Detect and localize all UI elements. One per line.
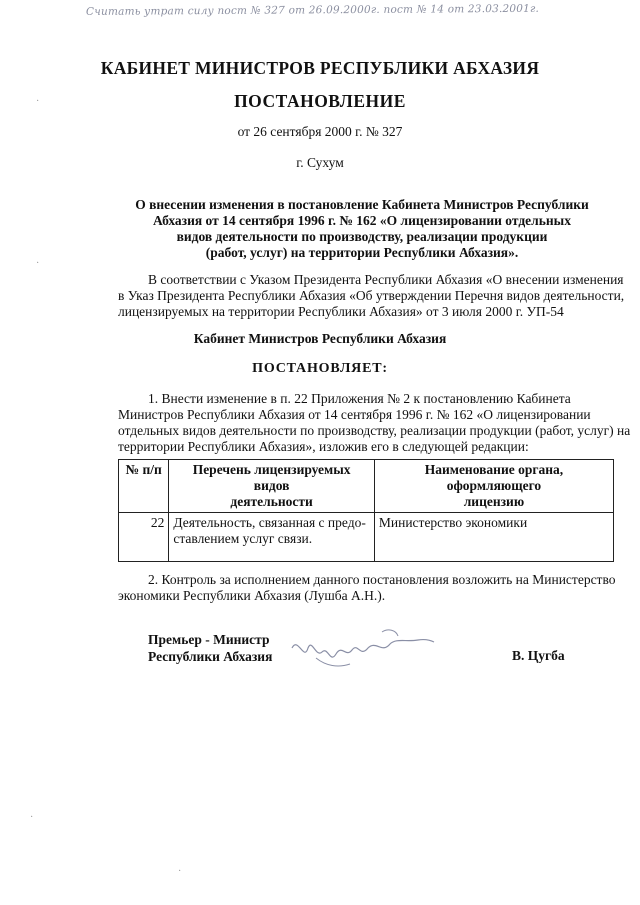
header-number: № п/п	[119, 460, 169, 513]
scan-speck: ·	[36, 258, 40, 269]
row-number: 22	[119, 513, 169, 562]
license-table	[118, 459, 614, 562]
document-type-title: ПОСТАНОВЛЕНИЕ	[234, 91, 406, 111]
subject-line: (работ, услуг) на территории Республики Абхазия».	[205, 245, 519, 260]
item-1-line: территории Республики Абхазия», изложив его в следующей редакции:	[118, 439, 529, 454]
scan-speck: ·	[30, 812, 34, 823]
cabinet-label: Кабинет Министров Республики Абхазия	[193, 331, 447, 346]
document-date-number: от 26 сентября 2000 г. № 327	[237, 124, 403, 139]
subject-line: Абхазия от 14 сентября 1996 г. № 162 «О лицензировании отдельных	[153, 213, 571, 228]
preamble-line: в Указ Президента Республики Абхазия «Об утверждении Перечня видов деятельности,	[118, 288, 625, 303]
table-header-row	[119, 460, 614, 513]
scan-speck: ·	[178, 866, 182, 877]
handwritten-signature	[286, 618, 436, 674]
resolves-label: ПОСТАНОВЛЯЕТ:	[252, 361, 388, 376]
row-organ: Министерство экономики	[374, 513, 613, 562]
signatory-title: Премьер - Министр Республики Абхазия	[148, 632, 273, 664]
organization-title: КАБИНЕТ МИНИСТРОВ РЕСПУБЛИКИ АБХАЗИЯ	[100, 58, 540, 78]
table-row	[119, 513, 614, 562]
header-organ: Наименование органа, оформляющего лицензию	[374, 460, 613, 513]
document-subject	[120, 197, 604, 261]
item-1-line: отдельных видов деятельности по производству, реализации продукции (работ, услуг) на	[118, 423, 631, 438]
preamble-line: лицензируемых на территории Республики Абхазия» от 3 июля 2000 г. УП-54	[118, 304, 564, 319]
item-1-paragraph	[118, 391, 631, 455]
signatory-name: В. Цугба	[512, 648, 565, 663]
item-1-line: 1. Внести изменение в п. 22 Приложения № 2 к постановлению Кабинета	[148, 391, 571, 406]
header-activity: Перечень лицензируемых видов деятельности	[169, 460, 375, 513]
row-activity: Деятельность, связанная с предо- ставлением услуг связи.	[169, 513, 375, 562]
subject-line: видов деятельности по производству, реализации продукции	[176, 229, 548, 244]
preamble-line: В соответствии с Указом Президента Республики Абхазия «О внесении изменения	[148, 272, 624, 287]
scan-speck: ·	[36, 96, 40, 107]
preamble-paragraph	[118, 272, 625, 320]
item-2-paragraph	[118, 572, 616, 604]
handwritten-annotation: Считать утрат силу пост № 327 от 26.09.2000г. пост № 14 от 23.03.2001г.	[85, 2, 540, 18]
document-city: г. Сухум	[296, 155, 344, 170]
item-2-line: 2. Контроль за исполнением данного постановления возложить на Министерство	[148, 572, 616, 587]
subject-line: О внесении изменения в постановление Кабинета Министров Республики	[135, 197, 589, 212]
item-2-line: экономики Республики Абхазия (Лушба А.Н.).	[118, 588, 386, 603]
item-1-line: Министров Республики Абхазия от 14 сентября 1996 г. № 162 «О лицензировании	[118, 407, 591, 422]
